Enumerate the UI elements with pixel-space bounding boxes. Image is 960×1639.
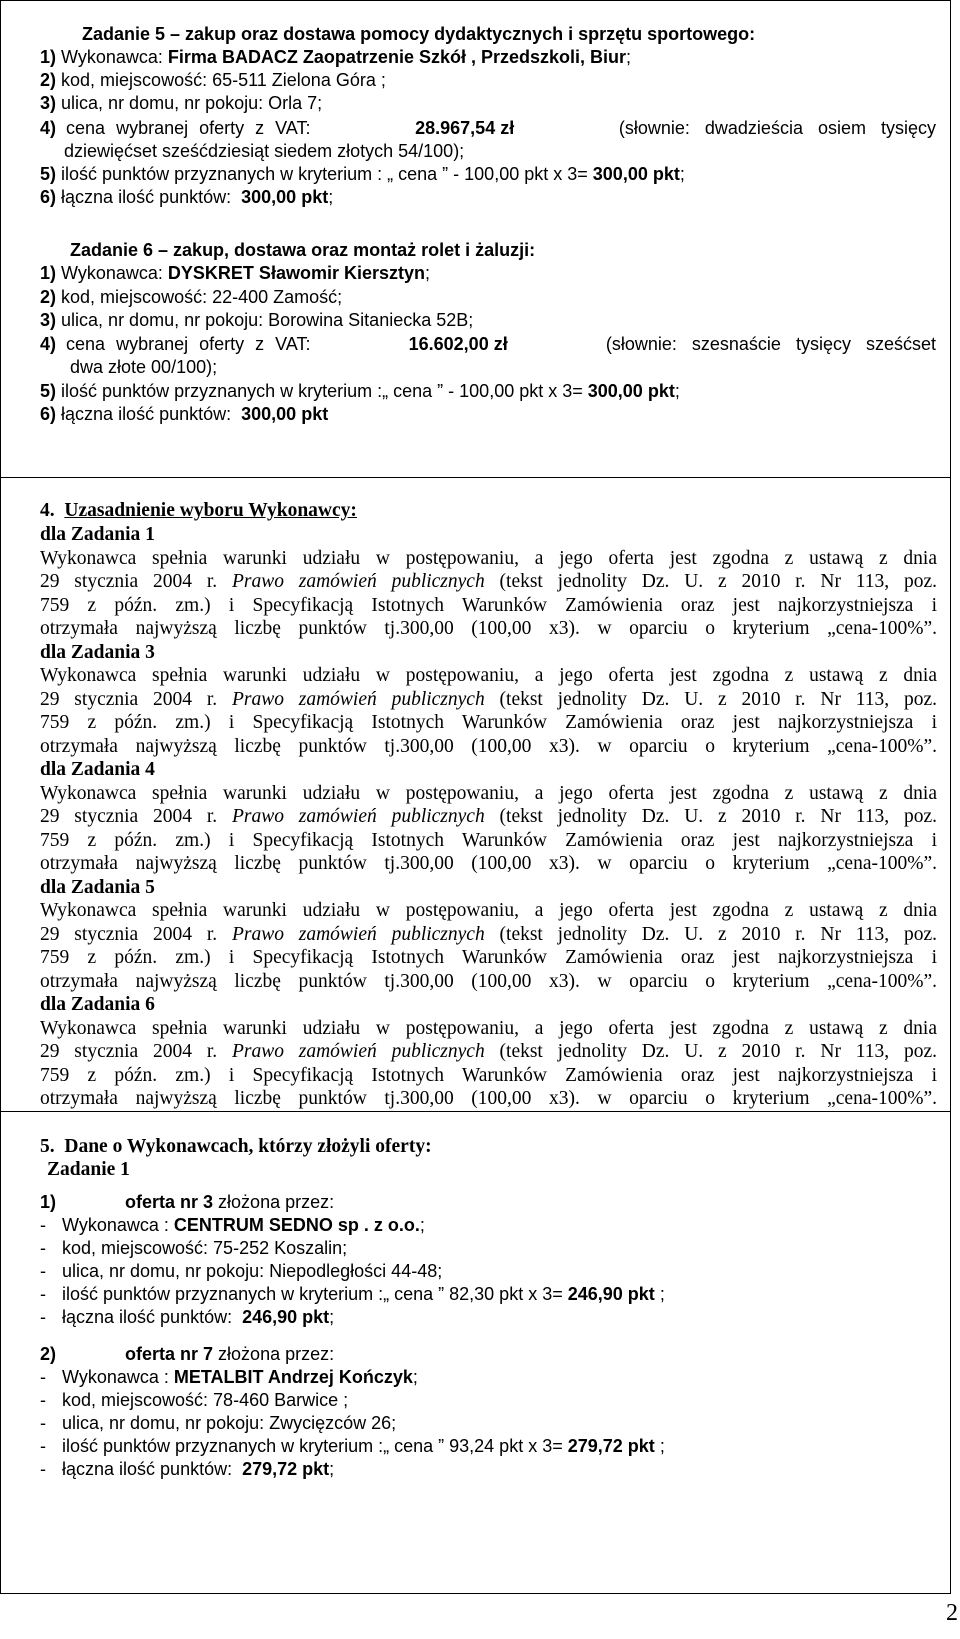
offer-suffix: złożona przez: [218, 1344, 335, 1364]
dash: - [40, 1261, 46, 1281]
item-number: 5) [40, 381, 57, 401]
group-heading: dla Zadania 5 [40, 876, 155, 898]
label: Wykonawca : [62, 1215, 169, 1235]
justification-line-1: Wykonawca spełnia warunki udziału w postępowaniu, a jego oferta jest zgodna z ustawą z dnia [40, 782, 937, 804]
z5-line-6 [40, 186, 333, 208]
section-title: Uzasadnienie wyboru Wykonawcy: [64, 500, 357, 521]
price-amount: 28.967,54 zł [415, 118, 515, 138]
item-number: 1) [40, 47, 57, 67]
location: kod, miejscowość: 78-460 Barwice ; [62, 1390, 349, 1410]
z5-line-1 [40, 46, 631, 68]
z6-line-6 [40, 403, 328, 425]
z5-line-4 [40, 117, 936, 139]
item-number: 5) [40, 164, 57, 184]
justification-line-3: 759 z późn. zm.) i Specyfikacją Istotnych Warunków Zamówienia oraz jest najkorzystniejsza i [40, 947, 937, 968]
points-criteria: ilość punktów przyznanych w kryterium : „ cena ” - 100,00 pkt x 3= [61, 164, 588, 184]
justification-line-3: 759 z późn. zm.) i Specyfikacją Istotnych Warunków Zamówienia oraz jest najkorzystniejsza i [40, 594, 937, 616]
offer-number: 2) [40, 1344, 57, 1364]
justification-line-2 [40, 688, 937, 712]
offer-1-address [40, 1260, 442, 1282]
address: ulica, nr domu, nr pokoju: Orla 7; [61, 93, 323, 113]
location: kod, miejscowość: 75-252 Koszalin; [62, 1238, 348, 1258]
points-value: 300,00 pkt [587, 381, 675, 401]
address: ulica, nr domu, nr pokoju: Borowina Sitaniecka 52B; [61, 310, 474, 330]
item-number: 3) [40, 310, 57, 330]
total-label: łączna ilość punktów: [61, 404, 232, 424]
zadanie-5-heading: Zadanie 5 – zakup oraz dostawa pomocy dydaktycznych i sprzętu sportowego: [82, 24, 756, 44]
justification-line-3: 759 z późn. zm.) i Specyfikacją Istotnych Warunków Zamówienia oraz jest najkorzystniejsza i [40, 1064, 937, 1086]
location: kod, miejscowość: 65-511 Zielona Góra ; [61, 70, 386, 90]
punct: ; [329, 1307, 335, 1327]
punct: ; [328, 187, 334, 207]
section-5-title [40, 1135, 432, 1159]
dash: - [40, 1367, 46, 1387]
dash: - [40, 1284, 46, 1304]
justification-line-1: Wykonawca spełnia warunki udziału w postępowaniu, a jego oferta jest zgodna z ustawą z dnia [40, 900, 937, 921]
dash: - [40, 1459, 46, 1479]
points-criteria: ilość punktów przyznanych w kryterium :„ cena ” - 100,00 pkt x 3= [61, 381, 583, 401]
law-reference: (tekst jednolity Dz. U. z 2010 r. Nr 113, poz. [499, 923, 937, 945]
z5-line-3 [40, 92, 322, 114]
address: ulica, nr domu, nr pokoju: Niepodległości 44-48; [62, 1261, 443, 1281]
contractor-name: METALBIT Andrzej Kończyk [173, 1367, 413, 1387]
offer-2-points [40, 1435, 665, 1457]
law-title: Prawo zamówień publicznych [231, 806, 485, 827]
contractor-name: CENTRUM SEDNO sp . z o.o. [173, 1215, 420, 1235]
section-title: Dane o Wykonawcach, którzy złożyli oferty: [64, 1136, 432, 1157]
justification-line-1: Wykonawca spełnia warunki udziału w postępowaniu, a jego oferta jest zgodna z ustawą z dnia [40, 665, 937, 686]
location: kod, miejscowość: 22-400 Zamość; [61, 287, 343, 307]
total-value: 300,00 pkt [241, 187, 329, 207]
address: ulica, nr domu, nr pokoju: Zwycięzców 26; [62, 1413, 397, 1433]
z6-line-5 [40, 380, 680, 402]
justification-line-4: otrzymała najwyższą liczbę punktów tj.300,00 (100,00 x3). w oparciu o kryterium „cena-100%”. [40, 735, 937, 757]
offer-2-location [40, 1389, 348, 1411]
law-title: Prawo zamówień publicznych [231, 1041, 485, 1062]
justification-line-2 [40, 570, 937, 594]
offer-2-address [40, 1412, 396, 1434]
date-text: 29 stycznia 2004 r. [40, 1041, 218, 1062]
z5-line-5 [40, 163, 685, 185]
label: Wykonawca : [62, 1367, 169, 1387]
punct: ; [679, 164, 685, 184]
offer-1-contractor [40, 1214, 425, 1236]
dash: - [40, 1413, 46, 1433]
punct: ; [659, 1436, 665, 1456]
punct: ; [424, 263, 430, 283]
law-reference: (tekst jednolity Dz. U. z 2010 r. Nr 113, poz. [499, 1041, 937, 1062]
punct: ; [659, 1284, 665, 1304]
label: Wykonawca: [61, 47, 163, 67]
points-criteria: ilość punktów przyznanych w kryterium :„ cena ” 93,24 pkt x 3= [62, 1436, 563, 1456]
points-value: 300,00 pkt [592, 164, 680, 184]
justification-line-4: otrzymała najwyższą liczbę punktów tj.300,00 (100,00 x3). w oparciu o kryterium „cena-100%”. [40, 853, 937, 874]
z6-line-4 [40, 333, 936, 355]
justification-line-1: Wykonawca spełnia warunki udziału w postępowaniu, a jego oferta jest zgodna z ustawą z dnia [40, 547, 937, 569]
price-words: (słownie: dwadzieścia osiem tysięcy [618, 118, 936, 138]
total-label: łączna ilość punktów: [61, 187, 232, 207]
date-text: 29 stycznia 2004 r. [40, 923, 218, 945]
z6-line-2 [40, 286, 342, 308]
offer-1-points [40, 1283, 665, 1305]
zadanie-6-heading: Zadanie 6 – zakup, dostawa oraz montaż rolet i żaluzji: [70, 240, 536, 260]
offer-2-header [40, 1343, 334, 1365]
date-text: 29 stycznia 2004 r. [40, 806, 218, 827]
item-number: 2) [40, 70, 57, 90]
justification-line-2 [40, 805, 937, 829]
justification-line-4: otrzymała najwyższą liczbę punktów tj.300,00 (100,00 x3). w oparciu o kryterium „cena-100%”. [40, 970, 937, 992]
offer-1-total [40, 1306, 334, 1328]
group-heading: dla Zadania 4 [40, 759, 155, 780]
points-value: 246,90 pkt [567, 1284, 655, 1304]
zadanie-1-subtitle: Zadanie 1 [47, 1159, 130, 1180]
punct: ; [329, 1459, 335, 1479]
justification-line-3: 759 z późn. zm.) i Specyfikacją Istotnych Warunków Zamówienia oraz jest najkorzystniejsza i [40, 712, 937, 733]
section-4-title [40, 499, 357, 523]
points-criteria: ilość punktów przyznanych w kryterium :„ cena ” 82,30 pkt x 3= [62, 1284, 563, 1304]
section-number: 5. [40, 1136, 55, 1157]
punct: ; [412, 1367, 418, 1387]
date-text: 29 stycznia 2004 r. [40, 571, 218, 592]
punct: ; [626, 47, 632, 67]
total-label: łączna ilość punktów: [62, 1459, 233, 1479]
page-number: 2 [946, 1600, 958, 1626]
total-value: 279,72 pkt [242, 1459, 330, 1479]
item-number: 3) [40, 93, 57, 113]
group-heading: dla Zadania 6 [40, 994, 155, 1015]
total-value: 246,90 pkt [242, 1307, 330, 1327]
justification-line-2 [40, 923, 937, 947]
z6-line-4-cont: dwa złote 00/100); [70, 357, 218, 377]
justification-line-1: Wykonawca spełnia warunki udziału w postępowaniu, a jego oferta jest zgodna z ustawą z dnia [40, 1017, 937, 1039]
dash: - [40, 1390, 46, 1410]
offer-label: oferta nr 3 [125, 1192, 214, 1212]
offer-label: oferta nr 7 [125, 1344, 214, 1364]
z5-line-2 [40, 69, 386, 91]
punct: ; [419, 1215, 425, 1235]
z5-line-4-cont: dziewięćset sześćdziesiąt siedem złotych 54/100); [64, 141, 465, 161]
law-reference: (tekst jednolity Dz. U. z 2010 r. Nr 113, poz. [499, 688, 937, 710]
item-number: 6) [40, 187, 57, 207]
contractor-name: Firma BADACZ Zaopatrzenie Szkół , Przedszkoli, Biur [167, 47, 627, 67]
law-title: Prawo zamówień publicznych [231, 688, 485, 710]
dash: - [40, 1215, 46, 1235]
dash: - [40, 1307, 46, 1327]
law-title: Prawo zamówień publicznych [231, 923, 485, 945]
offer-2-total [40, 1458, 334, 1480]
offer-2-contractor [40, 1366, 418, 1388]
dash: - [40, 1436, 46, 1456]
section-number: 4. [40, 500, 55, 521]
contractor-name: DYSKRET Sławomir Kiersztyn [167, 263, 425, 283]
group-heading: dla Zadania 3 [40, 641, 155, 663]
total-label: łączna ilość punktów: [62, 1307, 233, 1327]
justification-line-3: 759 z późn. zm.) i Specyfikacją Istotnych Warunków Zamówienia oraz jest najkorzystniejsza i [40, 829, 937, 851]
price-label: cena wybranej oferty z VAT: [66, 334, 311, 354]
justification-line-4: otrzymała najwyższą liczbę punktów tj.300,00 (100,00 x3). w oparciu o kryterium „cena-100%”. [40, 618, 937, 639]
date-text: 29 stycznia 2004 r. [40, 688, 218, 710]
item-number: 4) [40, 118, 57, 138]
offer-1-location [40, 1237, 347, 1259]
justification-line-4: otrzymała najwyższą liczbę punktów tj.300,00 (100,00 x3). w oparciu o kryterium „cena-100%”. [40, 1088, 937, 1109]
price-words: (słownie: szesnaście tysięcy sześćset [605, 334, 936, 354]
z6-line-3 [40, 309, 473, 331]
points-value: 279,72 pkt [567, 1436, 655, 1456]
justification-line-2 [40, 1040, 937, 1064]
offer-1-header [40, 1191, 334, 1213]
punct: ; [674, 381, 680, 401]
z6-line-1 [40, 262, 430, 284]
law-reference: (tekst jednolity Dz. U. z 2010 r. Nr 113, poz. [499, 571, 937, 592]
group-heading: dla Zadania 1 [40, 524, 155, 545]
law-reference: (tekst jednolity Dz. U. z 2010 r. Nr 113, poz. [499, 806, 937, 827]
item-number: 6) [40, 404, 57, 424]
offer-number: 1) [40, 1192, 57, 1212]
item-number: 4) [40, 334, 57, 354]
label: Wykonawca: [61, 263, 163, 283]
dash: - [40, 1238, 46, 1258]
total-value: 300,00 pkt [241, 404, 329, 424]
price-label: cena wybranej oferty z VAT: [66, 118, 311, 138]
price-amount: 16.602,00 zł [408, 334, 508, 354]
item-number: 2) [40, 287, 57, 307]
law-title: Prawo zamówień publicznych [231, 571, 485, 592]
item-number: 1) [40, 263, 57, 283]
offer-suffix: złożona przez: [218, 1192, 335, 1212]
